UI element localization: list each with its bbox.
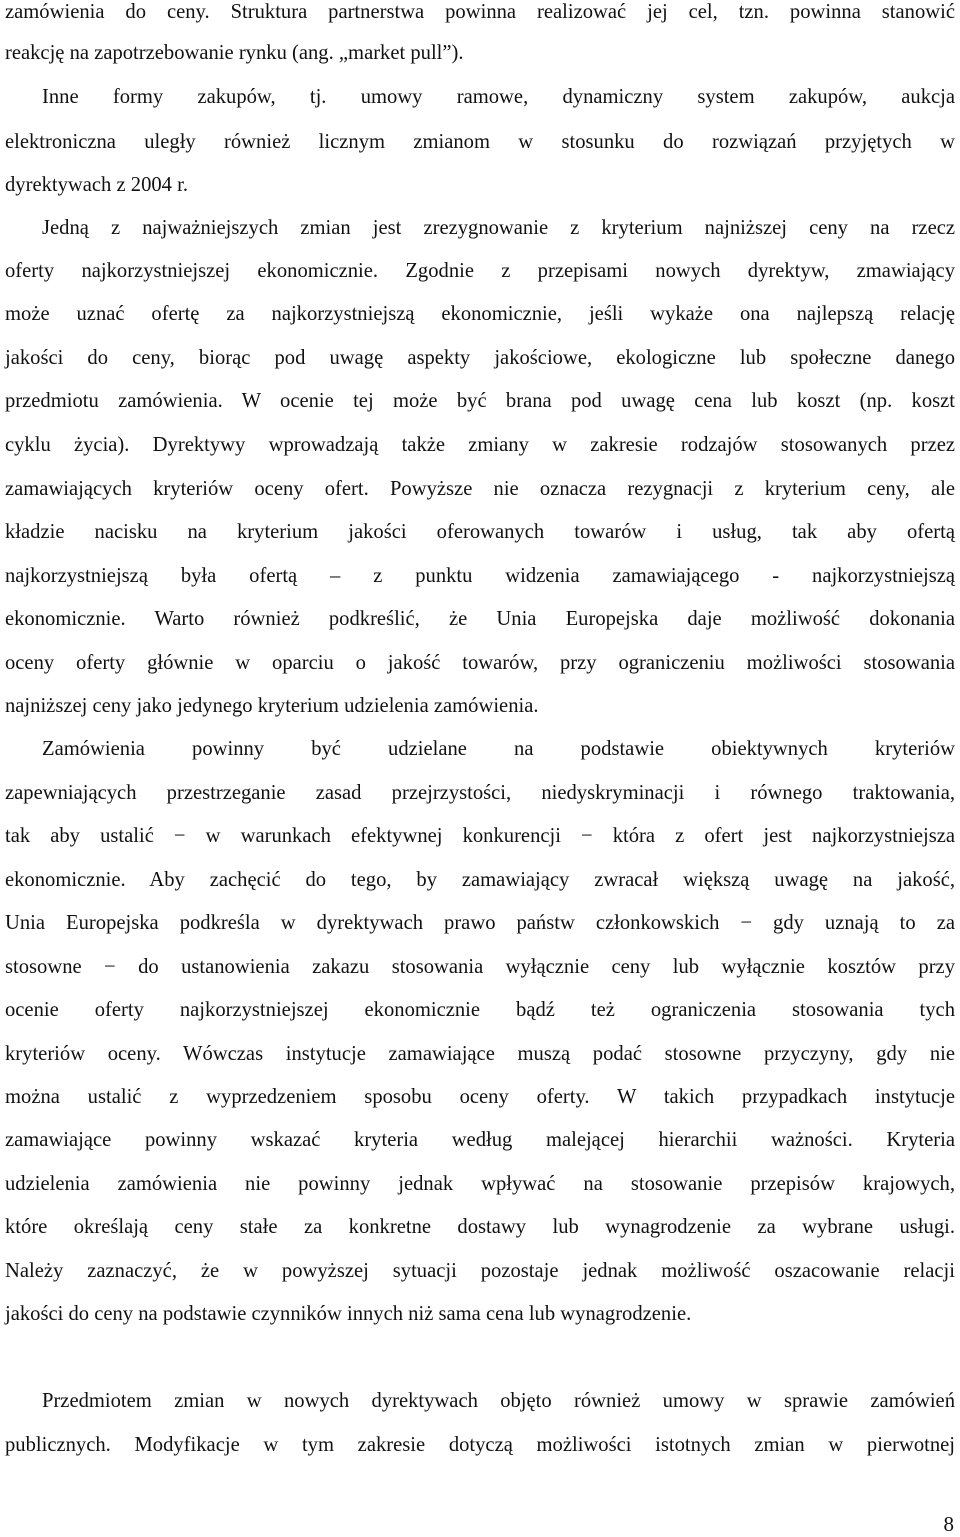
text-line: oferty najkorzystniejszej ekonomicznie. Zgodnie z przepisami nowych dyrektyw, zmawiający xyxy=(5,260,955,282)
text-line: zapewniających przestrzeganie zasad przejrzystości, niedyskryminacji i równego traktowania, xyxy=(5,782,955,804)
text-line: dyrektywach z 2004 r. xyxy=(5,174,189,196)
text-line: elektroniczna uległy również licznym zmianom w stosunku do rozwiązań przyjętych w xyxy=(5,131,955,153)
text-line: Zamówienia powinny być udzielane na podstawie obiektywnych kryteriów xyxy=(42,738,955,760)
text-line: Unia Europejska podkreśla w dyrektywach prawo państw członkowskich − gdy uznają to za xyxy=(5,912,955,934)
text-line: Jedną z najważniejszych zmian jest zrezygnowanie z kryterium najniższej ceny na rzecz xyxy=(42,217,955,239)
text-line: przedmiotu zamówienia. W ocenie tej może być brana pod uwagę cena lub koszt (np. koszt xyxy=(5,390,955,412)
text-line: Należy zaznaczyć, że w powyższej sytuacji pozostaje jednak możliwość oszacowanie relacji xyxy=(5,1260,955,1282)
text-line: ekonomicznie. Aby zachęcić do tego, by zamawiający zwracał większą uwagę na jakość, xyxy=(5,869,955,891)
text-line: najniższej ceny jako jedynego kryterium udzielenia zamówienia. xyxy=(5,695,539,717)
text-line: cyklu życia). Dyrektywy wprowadzają także zmiany w zakresie rodzajów stosowanych przez xyxy=(5,434,955,456)
text-line: jakości do ceny, biorąc pod uwagę aspekty jakościowe, ekologiczne lub społeczne danego xyxy=(5,347,955,369)
text-line: stosowne − do ustanowienia zakazu stosowania wyłącznie ceny lub wyłącznie kosztów przy xyxy=(5,956,955,978)
text-line: które określają ceny stałe za konkretne dostawy lub wynagrodzenie za wybrane usługi. xyxy=(5,1216,955,1238)
text-line: ocenie oferty najkorzystniejszej ekonomicznie bądź też ograniczenia stosowania tych xyxy=(5,999,955,1021)
text-line: kryteriów oceny. Wówczas instytucje zamawiające muszą podać stosowne przyczyny, gdy nie xyxy=(5,1043,955,1065)
text-line: zamawiających kryteriów oceny ofert. Powyższe nie oznacza rezygnacji z kryterium ceny, ale xyxy=(5,478,955,500)
page-number: 8 xyxy=(943,1512,954,1536)
text-line: może uznać ofertę za najkorzystniejszą ekonomicznie, jeśli wykaże ona najlepszą relację xyxy=(5,303,955,325)
text-line: zamówienia do ceny. Struktura partnerstwa powinna realizować jej cel, tzn. powinna stanowić xyxy=(5,1,955,23)
text-line: zamawiające powinny wskazać kryteria według malejącej hierarchii ważności. Kryteria xyxy=(5,1129,955,1151)
text-line: jakości do ceny na podstawie czynników innych niż sama cena lub wynagrodzenie. xyxy=(5,1303,692,1325)
text-line: Przedmiotem zmian w nowych dyrektywach objęto również umowy w sprawie zamówień xyxy=(42,1390,955,1412)
text-line: reakcję na zapotrzebowanie rynku (ang. „market pull”). xyxy=(5,42,464,64)
text-line: ekonomicznie. Warto również podkreślić, że Unia Europejska daje możliwość dokonania xyxy=(5,608,955,630)
text-line: Inne formy zakupów, tj. umowy ramowe, dynamiczny system zakupów, aukcja xyxy=(42,86,955,108)
text-line: oceny oferty głównie w oparciu o jakość towarów, przy ograniczeniu możliwości stosowania xyxy=(5,652,955,674)
text-line: kładzie nacisku na kryterium jakości oferowanych towarów i usług, tak aby ofertą xyxy=(5,521,955,543)
text-line: tak aby ustalić − w warunkach efektywnej konkurencji − która z ofert jest najkorzystniejsza xyxy=(5,825,955,847)
text-line: można ustalić z wyprzedzeniem sposobu oceny oferty. W takich przypadkach instytucje xyxy=(5,1086,955,1108)
text-line: publicznych. Modyfikacje w tym zakresie dotyczą możliwości istotnych zmian w pierwotnej xyxy=(5,1434,955,1456)
text-line: najkorzystniejszą była ofertą – z punktu widzenia zamawiającego - najkorzystniejszą xyxy=(5,565,955,587)
text-line: udzielenia zamówienia nie powinny jednak wpływać na stosowanie przepisów krajowych, xyxy=(5,1173,955,1195)
